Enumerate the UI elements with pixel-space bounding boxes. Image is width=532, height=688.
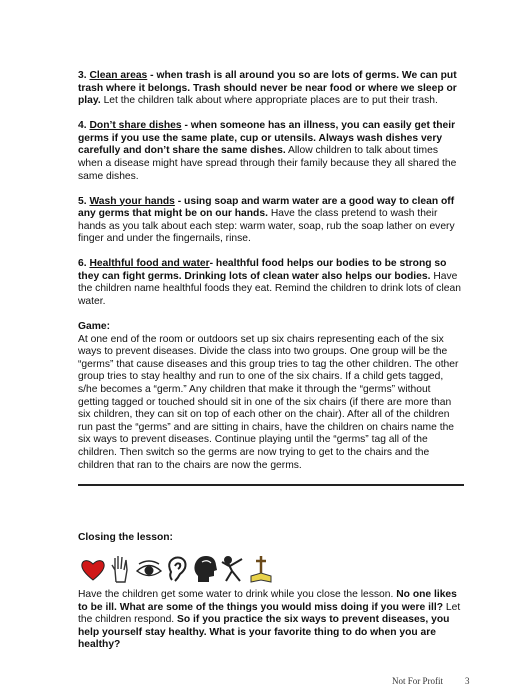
section-heading: Clean areas <box>89 70 148 81</box>
section-dont-share-dishes <box>78 120 464 183</box>
section-plain-text: Have the class pretend to wash their hands as you talk about each step: warm water, soap, rub the soap lather on every finger and under the fingernails, rinse. <box>78 208 455 245</box>
closing-bold-2: So if you practice the six ways to prevent diseases, you help yourself stay healthy. What is your favorite thing to do when you are healthy? <box>78 614 450 651</box>
closing-plain-2: Let the children respond. <box>78 601 461 626</box>
section-clean-areas <box>78 70 464 108</box>
page-number: 3 <box>465 676 470 686</box>
section-heading: Don’t share dishes <box>89 120 182 132</box>
head-icon <box>192 554 218 584</box>
section-bold-text: - when trash is all around you so are lots of germs. We can put trash where it belongs. Trash should never be near food or where we sleep or play. <box>78 70 457 107</box>
closing-title: Closing the lesson: <box>78 532 173 543</box>
section-number: 4. <box>78 120 87 132</box>
lesson-body <box>78 70 464 472</box>
section-bold-text: - using soap and warm water are a good way to clean off any germs that might be on our hands. <box>78 195 455 220</box>
section-healthful-food <box>78 258 464 308</box>
ear-icon <box>164 554 190 584</box>
section-number: 3. <box>78 70 87 81</box>
game-title: Game: <box>78 321 111 333</box>
section-number: 5. <box>78 195 87 207</box>
section-heading: Wash your hands <box>89 195 175 207</box>
divider-rule <box>78 484 464 486</box>
footer-label: Not For Profit <box>392 676 444 686</box>
section-plain-text: Allow children to talk about times when a disease might have spread through their family because they all shared the same dishes. <box>78 145 457 182</box>
closing-text <box>78 589 468 652</box>
cross-book-icon <box>248 554 274 584</box>
page-footer <box>392 676 470 686</box>
section-bold-text: - healthful food helps our bodies to be strong so they can fight germs. Drinking lots of clean water also helps our bodies. <box>78 258 447 282</box>
section-number: 6. <box>78 258 87 270</box>
closing-bold-1: No one likes to be ill. What are some of the things you would miss doing if you were ill? <box>78 589 457 613</box>
eye-icon <box>136 554 162 584</box>
section-plain-text: Let the children talk about where appropriate places are to put their trash. <box>100 95 438 107</box>
game-text: At one end of the room or outdoors set up six chairs representing each of the six ways to prevent diseases. Divide the class into two groups. One group will be the “germs” that cause diseases and this group tries to tag the other children. The other group tries to stay healthy and run to one of the six chairs. If a child gets tagged, s/he becomes a “germ.” Any children that make it through the “germs” without getting tagged or touched should sit in one of the six chairs (if there are more than six children, they can sit on top of each other on the chair). After all of the children run past the “germs” and are sitting in chairs, have the children on chairs name the six ways to prevent diseases. Continue playing until the “germs” tag all of the children. Then switch so the germs are now trying to get to the chairs and the children that ran to the chairs are now the germs. <box>78 333 459 471</box>
clipart-row <box>80 552 274 586</box>
section-heading: Healthful food and water <box>89 258 210 270</box>
section-bold-text: - when someone has an illness, you can easily get their germs if you use the same plate, cup or utensils. Always wash dishes very carefully and don’t share the same dishes. <box>78 120 456 157</box>
section-plain-text: Have the children name healthful foods they eat. Remind the children to drink lots of clean water. <box>78 270 461 308</box>
exercise-icon <box>220 554 246 584</box>
heart-icon <box>80 554 106 584</box>
hand-icon <box>108 554 134 584</box>
section-wash-hands <box>78 196 464 246</box>
closing-plain-1: Have the children get some water to drink while you close the lesson. <box>78 589 397 600</box>
